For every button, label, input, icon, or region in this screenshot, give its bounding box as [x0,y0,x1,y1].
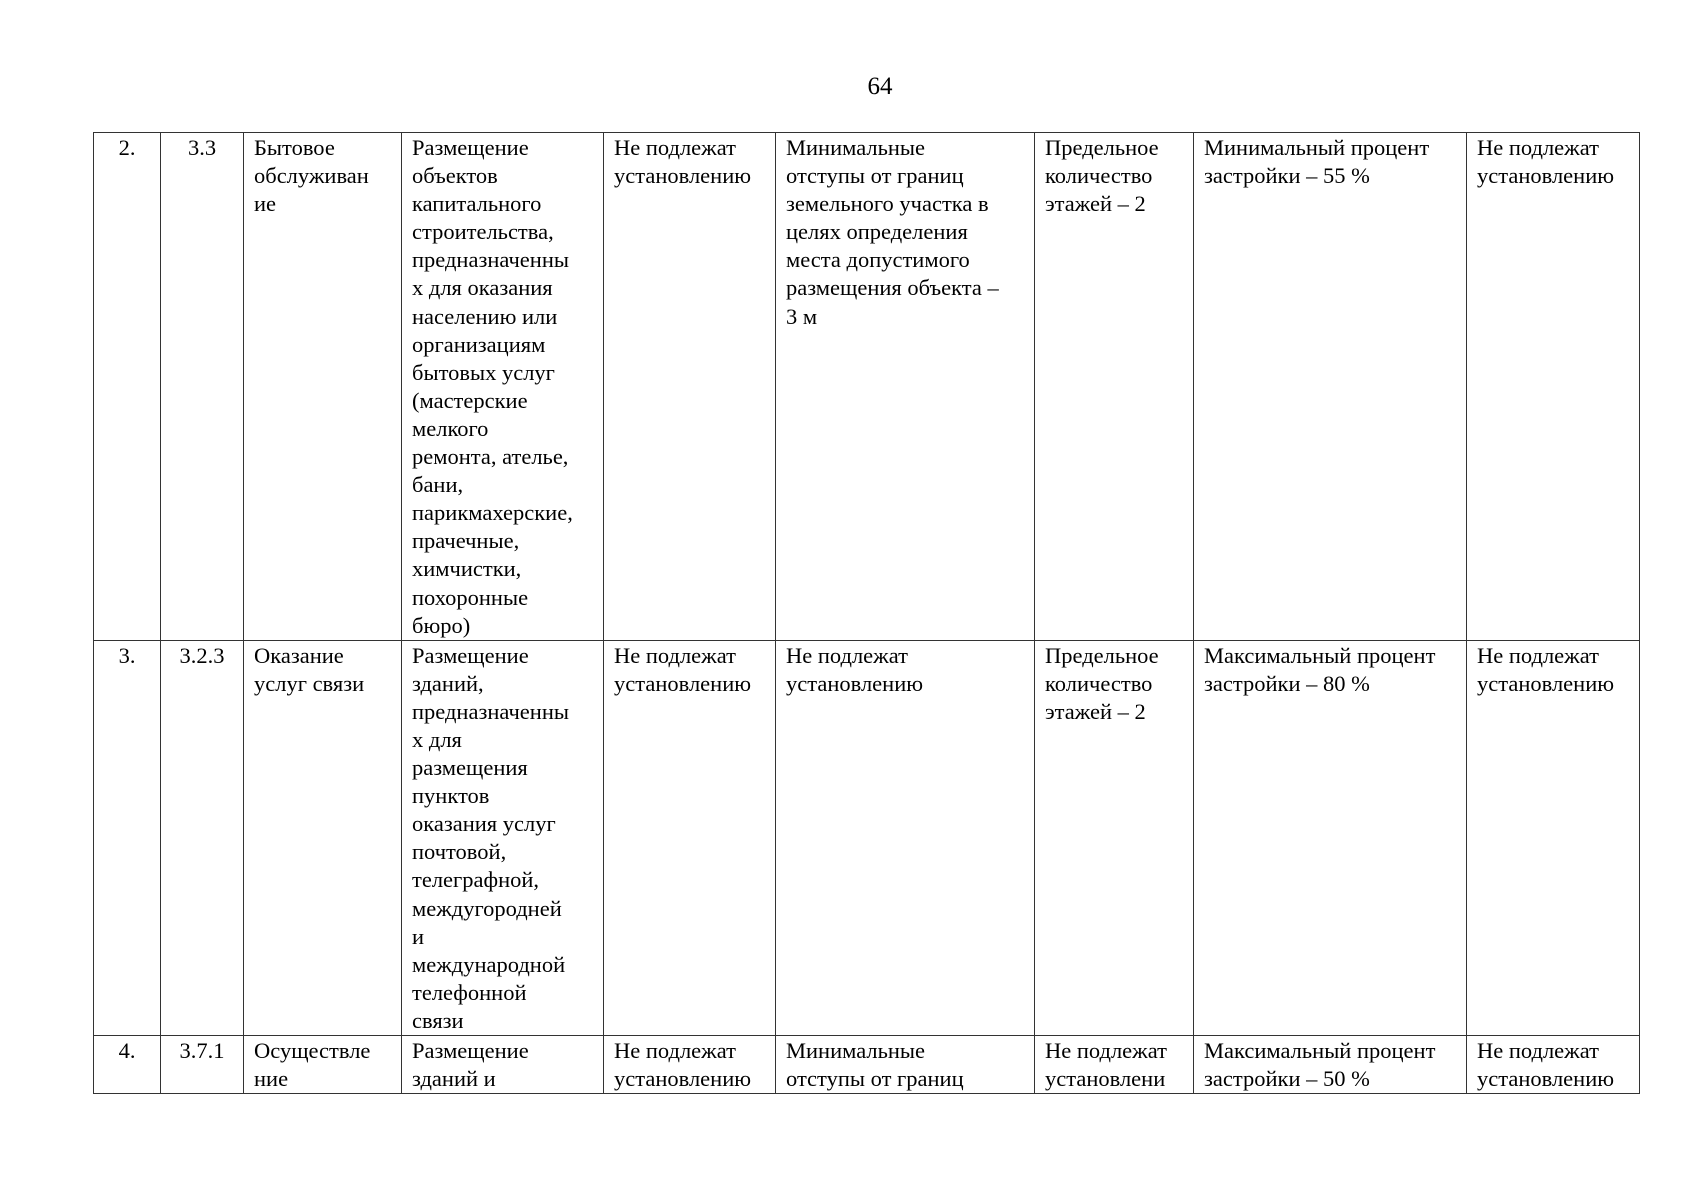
other-params-cell [1467,133,1640,641]
cell-text-line: Размещение [412,642,529,668]
cell-text-line: х для [412,726,462,752]
description-cell [402,1036,604,1094]
cell-text-line: х для оказания [412,275,553,301]
cell-text-line: застройки – 50 % [1204,1066,1370,1092]
cell-text-line: прачечные, [412,528,520,554]
cell-text-line: установлению [614,670,752,696]
cell-text-line: Не подлежат [614,1038,736,1063]
cell-text-line: связи [412,1007,464,1033]
cell-text-line: междугородней [412,895,562,921]
cell-text-line: зданий, [412,670,484,696]
code-cell [161,1036,244,1094]
cell-text-line: земельного участка в [786,191,989,217]
cell-text-line: этажей – 2 [1045,698,1146,724]
coverage-cell [1194,640,1467,1035]
other-params-cell [1467,640,1640,1035]
row-number: 3. [118,642,136,668]
cell-text-line: места допустимого [786,247,970,273]
cell-text-line: целях определения [786,219,968,245]
row-number-cell [94,640,161,1035]
use-code: 3.2.3 [179,642,225,668]
description-cell [402,133,604,641]
code-cell [161,640,244,1035]
cell-text-line: капитального [412,191,542,217]
cell-text-line: парикмахерские, [412,500,573,526]
cell-text-line: Размещение [412,135,529,160]
coverage-cell [1194,133,1467,641]
cell-text-line: обслуживан [254,163,369,189]
cell-text-line: отступы от границ [786,163,964,189]
floors-cell [1035,640,1194,1035]
row-number-cell [94,1036,161,1094]
row-number-cell [94,133,161,641]
use-code: 3.7.1 [179,1038,225,1063]
floors-cell [1035,1036,1194,1094]
coverage-cell [1194,1036,1467,1094]
page-number: 64 [867,73,893,100]
cell-text-line: Минимальный процент [1204,135,1430,160]
plot-size-cell [604,1036,776,1094]
table-row [94,1036,1640,1094]
cell-text-line: Минимальные [786,135,926,160]
cell-text-line: телефонной [412,979,527,1005]
cell-text-line: Осуществле [254,1038,371,1063]
regulations-table [93,132,1640,1094]
cell-text-line: Максимальный процент [1204,1038,1436,1063]
floors-cell [1035,133,1194,641]
cell-text-line: установлению [1477,163,1615,189]
cell-text-line: мелкого [412,415,489,441]
cell-text-line: установлению [1477,1066,1615,1092]
cell-text-line: услуг связи [254,670,365,696]
cell-text-line: этажей – 2 [1045,191,1146,217]
cell-text-line: оказания услуг [412,811,556,837]
table-row [94,640,1640,1035]
cell-text-line: международной [412,951,566,977]
cell-text-line: установлению [614,163,752,189]
cell-text-line: и [412,923,425,949]
cell-text-line: размещения объекта – [786,275,999,301]
use-code: 3.3 [187,135,217,160]
cell-text-line: (мастерские [412,387,528,413]
use-name-cell [244,1036,402,1094]
plot-size-cell [604,640,776,1035]
cell-text-line: количество [1045,670,1153,696]
cell-text-line: отступы от границ [786,1066,964,1092]
cell-text-line: объектов [412,163,498,189]
plot-size-cell [604,133,776,641]
cell-text-line: пунктов [412,783,490,809]
other-params-cell [1467,1036,1640,1094]
setback-cell [776,133,1035,641]
cell-text-line: установлению [614,1066,752,1092]
cell-text-line: 3 м [786,303,818,329]
use-name-cell [244,133,402,641]
cell-text-line: застройки – 55 % [1204,163,1370,189]
cell-text-line: предназначенны [412,698,569,724]
cell-text-line: бани, [412,472,464,498]
cell-text-line: Не подлежат [614,642,736,668]
cell-text-line: предназначенны [412,247,569,273]
cell-text-line: ие [254,191,277,217]
cell-text-line: организациям [412,331,546,357]
cell-text-line: Максимальный процент [1204,642,1436,668]
cell-text-line: Не подлежат [786,642,908,668]
cell-text-line: Не подлежат [1045,1038,1167,1063]
cell-text-line: Предельное [1045,642,1159,668]
code-cell [161,133,244,641]
cell-text-line: Размещение [412,1038,529,1063]
cell-text-line: телеграфной, [412,867,540,893]
use-name-cell [244,640,402,1035]
cell-text-line: размещения [412,755,528,781]
cell-text-line: зданий и [412,1066,496,1092]
cell-text-line: химчистки, [412,556,522,582]
cell-text-line: бытовых услуг [412,359,555,385]
cell-text-line: населению или [412,303,558,329]
table-row [94,133,1640,641]
cell-text-line: почтовой, [412,839,507,865]
cell-text-line: Бытовое [254,135,335,160]
cell-text-line: Не подлежат [614,135,736,160]
setback-cell [776,1036,1035,1094]
setback-cell [776,640,1035,1035]
cell-text-line: строительства, [412,219,554,245]
description-cell [402,640,604,1035]
cell-text-line: бюро) [412,612,471,638]
cell-text-line: ремонта, ателье, [412,444,569,470]
cell-text-line: Не подлежат [1477,135,1599,160]
cell-text-line: похоронные [412,584,529,610]
cell-text-line: установлению [786,670,924,696]
cell-text-line: установлению [1477,670,1615,696]
cell-text-line: застройки – 80 % [1204,670,1370,696]
cell-text-line: количество [1045,163,1153,189]
cell-text-line: ние [254,1066,289,1092]
cell-text-line: Оказание [254,642,344,668]
cell-text-line: установлени [1045,1066,1166,1092]
row-number: 4. [118,1038,136,1063]
cell-text-line: Не подлежат [1477,1038,1599,1063]
cell-text-line: Минимальные [786,1038,926,1063]
cell-text-line: Не подлежат [1477,642,1599,668]
row-number: 2. [118,135,136,160]
cell-text-line: Предельное [1045,135,1159,160]
